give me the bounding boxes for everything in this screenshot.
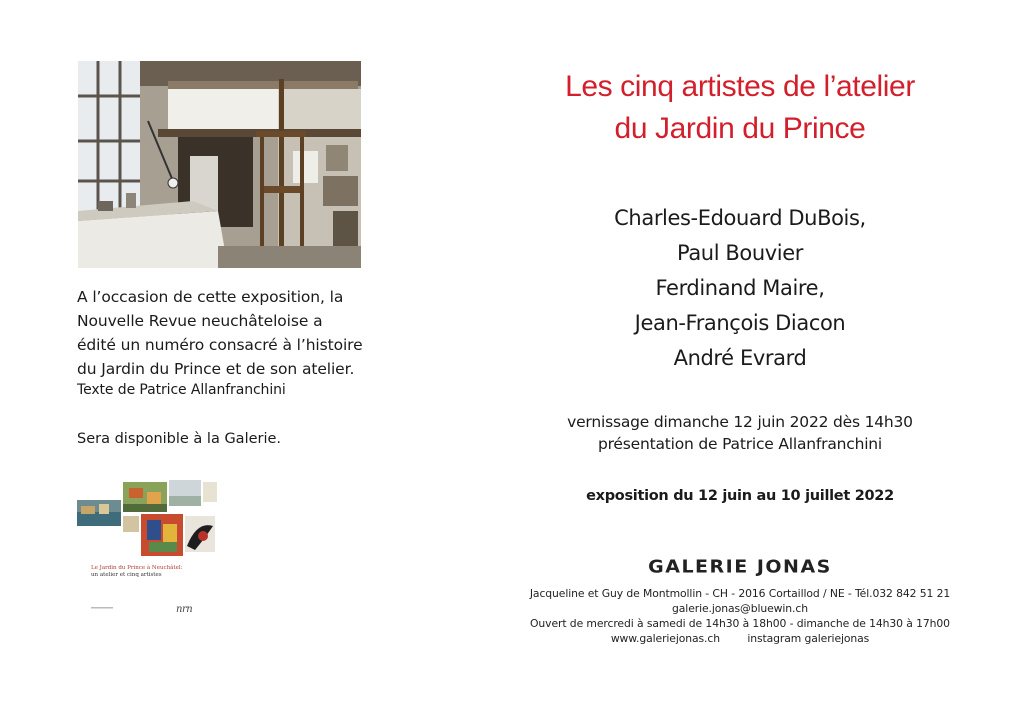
intro-line: édité un numéro consacré à l’histoire bbox=[77, 336, 363, 354]
publisher-logo: nrn bbox=[176, 604, 193, 615]
gallery-address: Jacqueline et Guy de Montmollin - CH - 2016 Cortaillod / NE - Tél.032 842 51 21 bbox=[529, 587, 951, 600]
gallery-hours: Ouvert de mercredi à samedi de 14h30 à 18h00 - dimanche de 14h30 à 17h00 bbox=[530, 617, 950, 630]
vernissage-line: vernissage dimanche 12 juin 2022 dès 14h30 bbox=[567, 413, 913, 431]
intro-line: A l’occasion de cette exposition, la bbox=[77, 288, 344, 306]
artist-name: Charles-Edouard DuBois, bbox=[614, 206, 866, 230]
artist-name: André Evrard bbox=[673, 346, 807, 370]
exhibition-dates: exposition du 12 juin au 10 juillet 2022 bbox=[586, 488, 894, 504]
book-subtitle: un atelier et cinq artistes bbox=[91, 572, 162, 578]
artist-name: Ferdinand Maire, bbox=[655, 276, 825, 300]
artist-list bbox=[505, 201, 975, 376]
book-cover bbox=[77, 476, 222, 626]
artist-name: Jean-François Diacon bbox=[634, 311, 846, 335]
studio-photo-illustration bbox=[78, 61, 361, 268]
gallery-contact bbox=[505, 586, 975, 646]
book-footnote bbox=[91, 606, 113, 611]
intro-paragraph bbox=[77, 285, 397, 399]
title-line: du Jardin du Prince bbox=[614, 112, 866, 145]
book-title: Le Jardin du Prince à Neuchâtel: bbox=[91, 565, 183, 571]
web-links bbox=[505, 631, 975, 646]
intro-line: Nouvelle Revue neuchâteloise a bbox=[77, 312, 323, 330]
book-cover-collage bbox=[77, 476, 222, 556]
gallery-website[interactable]: www.galeriejonas.ch bbox=[610, 632, 720, 645]
availability-note: Sera disponible à la Galerie. bbox=[77, 431, 282, 447]
exhibition-title bbox=[505, 66, 975, 150]
book-footnote-mark bbox=[91, 606, 113, 610]
gallery-instagram[interactable]: instagram galeriejonas bbox=[747, 632, 870, 645]
artist-name: Paul Bouvier bbox=[677, 241, 803, 265]
gallery-email[interactable]: galerie.jonas@bluewin.ch bbox=[672, 602, 808, 615]
opening-info bbox=[505, 411, 975, 455]
title-line: Les cinq artistes de l’atelier bbox=[565, 70, 915, 103]
author-credit: Texte de Patrice Allanfranchini bbox=[77, 382, 286, 398]
studio-photo bbox=[78, 61, 361, 268]
gallery-name-logo: GALERIE JONAS bbox=[648, 556, 832, 578]
intro-line: du Jardin du Prince et de son atelier. bbox=[77, 360, 355, 378]
presentation-line: présentation de Patrice Allanfranchini bbox=[597, 435, 883, 453]
